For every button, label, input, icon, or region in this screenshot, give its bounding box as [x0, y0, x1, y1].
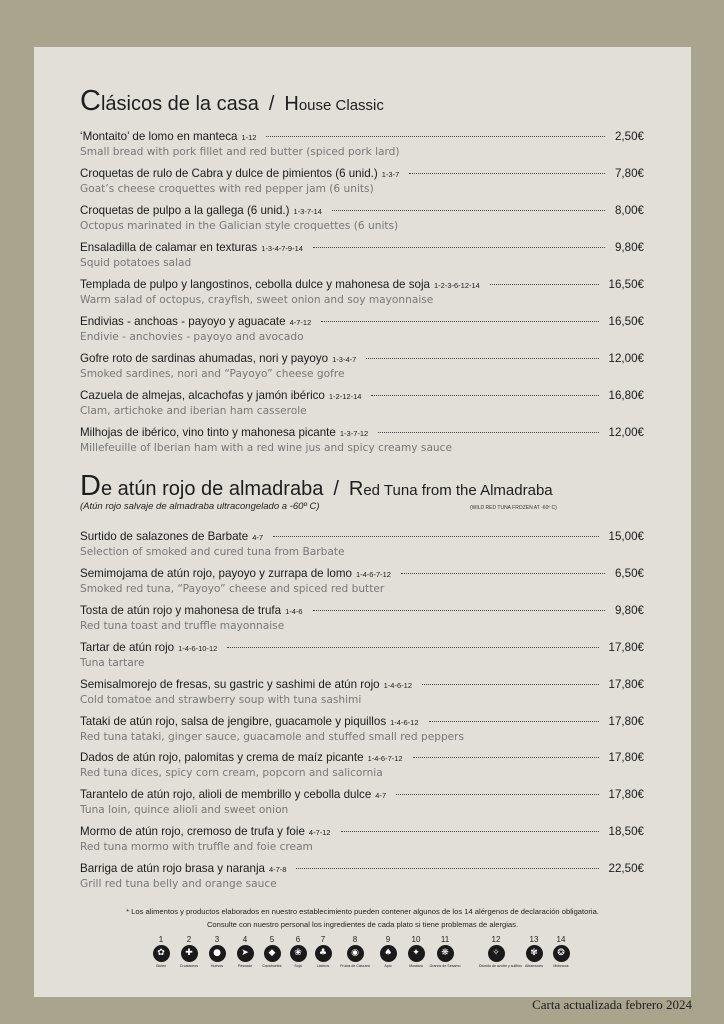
- dot-leader: [227, 646, 598, 648]
- menu-item: [80, 788, 644, 820]
- allergen-legend: [34, 935, 691, 975]
- fish-icon: ➤: [237, 945, 254, 962]
- allergen-number: 1: [158, 935, 164, 944]
- menu-item-line: [80, 278, 644, 294]
- dish-name: Milhojas de ibérico, vino tinto y mahonesa picante: [80, 426, 336, 439]
- dish-price: 17,80€: [608, 788, 644, 802]
- peanut-icon: ◆: [264, 945, 281, 962]
- dish-name: Endivias - anchoas - payoyo y aguacate: [80, 315, 286, 328]
- allergen-number: 7: [320, 935, 326, 944]
- dish-allergens: 4-7-12: [289, 318, 312, 327]
- menu-item: [80, 130, 644, 162]
- allergen-number: 6: [295, 935, 301, 944]
- dot-leader: [429, 720, 599, 722]
- allergen-label: Cacahuetes: [262, 964, 282, 968]
- mustard-icon: ✦: [408, 945, 425, 962]
- allergen-label: Mostaza: [409, 964, 423, 968]
- dish-description: Octopus marinated in the Galician style croquettes (6 units): [80, 220, 399, 232]
- menu-item: [80, 715, 644, 747]
- dot-leader: [313, 246, 605, 248]
- allergen-number: 12: [491, 935, 501, 944]
- dot-leader: [378, 431, 598, 433]
- allergen-number: 8: [352, 935, 358, 944]
- dish-name: Barriga de atún rojo brasa y naranja: [80, 862, 265, 876]
- dish-name: Semimojama de atún rojo, payoyo y zurrapa de lomo: [80, 566, 352, 580]
- dish-allergens: 1-4-6-7-12: [367, 754, 403, 764]
- dot-leader: [341, 830, 599, 832]
- dish-allergens: 4-7-8: [268, 865, 287, 875]
- dish-description: Endivie - anchovies - payoyo and avocado: [80, 331, 304, 343]
- menu-item: [80, 426, 644, 458]
- dish-allergens: 1-4-6-12: [390, 717, 419, 727]
- nut-icon: ◉: [347, 945, 364, 962]
- allergen-number: 5: [269, 935, 275, 944]
- menu-item-line: [80, 604, 644, 620]
- menu-item-line: [80, 862, 644, 878]
- allergen-label: Moluscos: [553, 964, 569, 968]
- dish-allergens: 1-3-4-7-9-14: [261, 244, 303, 253]
- dish-name: Tarantelo de atún rojo, alioli de membrillo y cebolla dulce: [80, 788, 372, 802]
- dot-leader: [366, 357, 598, 359]
- updated-date: Carta actualizada febrero 2024: [532, 997, 692, 1012]
- allergen-item: [479, 935, 522, 968]
- allergen-label: Huevos: [210, 964, 224, 968]
- dish-description: Grill red tuna belly and orange sauce: [80, 878, 277, 891]
- allergen-item: [428, 935, 462, 968]
- dish-description: Small bread with pork fillet and red butter (spiced pork lard): [80, 146, 400, 158]
- dish-price: 8,00€: [614, 204, 644, 217]
- menu-item-line: [80, 352, 644, 368]
- dish-description: Selection of smoked and cured tuna from Barbate: [80, 546, 345, 558]
- dish-price: 9,80€: [614, 241, 644, 254]
- dish-price: 6,50€: [614, 566, 644, 580]
- dish-allergens: 4-7: [375, 791, 387, 801]
- dish-name: Gofre roto de sardinas ahumadas, nori y payoyo: [80, 352, 329, 365]
- allergen-label: Soja: [294, 964, 302, 968]
- menu-item-line: [80, 678, 644, 694]
- menu-item: [80, 751, 644, 783]
- tuna-note: (Atún rojo salvaje de almadraba ultracongelado a -60º C): [80, 501, 320, 512]
- menu-item: [80, 641, 644, 673]
- dish-description: Red tuna tataki, ginger sauce, guacamole and stuffed small red peppers: [80, 730, 465, 743]
- tuna-note-en: (WILD RED TUNA FROZEN AT -60º C): [470, 505, 557, 511]
- dish-price: 15,00€: [608, 530, 644, 543]
- dish-allergens: 1-3-7: [381, 170, 400, 179]
- dot-leader: [371, 394, 598, 396]
- menu-item: [80, 604, 644, 636]
- menu-item: [80, 167, 644, 199]
- allergen-advice: Consulte con nuestro personal los ingredientes de cada plato si tiene problemas de alergias.: [206, 920, 519, 929]
- dish-price: 9,80€: [614, 603, 644, 617]
- dot-leader: [490, 283, 599, 285]
- dish-price: 7,80€: [614, 167, 644, 180]
- dish-description: Warm salad of octopus, crayfish, sweet onion and soy mayonnaise: [80, 294, 434, 306]
- crustacean-icon: ✚: [181, 945, 198, 962]
- dish-allergens: 1-4-6: [285, 606, 303, 616]
- menu-item: [80, 352, 644, 384]
- allergen-number: 10: [411, 935, 421, 944]
- dish-description: Tuna tartare: [80, 656, 145, 669]
- dish-price: 18,50€: [608, 825, 644, 839]
- dot-leader: [273, 535, 598, 537]
- dish-description: Red tuna toast and truffle mayonnaise: [80, 619, 285, 632]
- section-title-classics: Clásicos de la casa / House Classic: [80, 85, 384, 117]
- dish-description: Clam, artichoke and iberian ham casserole: [80, 405, 307, 417]
- menu-item-line: [80, 130, 644, 146]
- menu-item-line: [80, 751, 644, 767]
- dish-description: Smoked sardines, nori and “Payoyo” cheese gofre: [80, 368, 345, 380]
- section-title-tuna: De atún rojo de almadraba / Red Tuna from the Almadraba: [80, 470, 553, 502]
- dish-description: Red tuna mormo with truffle and foie cream: [80, 841, 313, 854]
- dish-name: Tataki de atún rojo, salsa de jengibre, guacamole y piquillos: [80, 714, 387, 728]
- dish-name: ‘Montaito’ de lomo en manteca: [80, 130, 238, 143]
- menu-item: [80, 278, 644, 310]
- menu-item: [80, 530, 644, 562]
- mollusc-icon: ❂: [553, 945, 570, 962]
- dish-name: Templada de pulpo y langostinos, cebolla dulce y mahonesa de soja: [80, 278, 430, 291]
- allergen-label: Dióxido de azufre y sulfitos: [479, 964, 522, 968]
- egg-icon: ●: [209, 945, 226, 962]
- dish-allergens: 1-4-6-7-12: [355, 569, 391, 579]
- menu-item: [80, 678, 644, 710]
- dish-price: 17,80€: [608, 751, 644, 765]
- dish-description: Millefeuille of Iberian ham with a red wine jus and spicy creamy sauce: [80, 442, 452, 454]
- menu-item-line: [80, 788, 644, 804]
- menu-item: [80, 241, 644, 273]
- dish-price: 22,50€: [608, 862, 644, 876]
- dish-allergens: 1-4-6-12: [383, 680, 412, 690]
- dish-description: Tuna loin, quince alioli and sweet onion: [80, 804, 289, 817]
- dish-price: 12,00€: [608, 352, 644, 365]
- dish-description: Cold tomatoe and strawberry soup with tuna sashimi: [80, 693, 362, 706]
- menu-item-line: [80, 641, 644, 657]
- dish-price: 16,50€: [608, 278, 644, 291]
- allergen-label: Altramuces: [525, 964, 543, 968]
- menu-item-line: [80, 241, 644, 257]
- allergen-item: [338, 935, 372, 968]
- dish-price: 17,80€: [608, 677, 644, 691]
- dish-name: Croquetas de rulo de Cabra y dulce de pimientos (6 unid.): [80, 167, 378, 180]
- menu-item-line: [80, 567, 644, 583]
- menu-item-line: [80, 530, 644, 546]
- dish-description: Goat’s cheese croquettes with red pepper jam (6 units): [80, 183, 374, 195]
- allergen-number: 11: [440, 935, 450, 944]
- menu-item-line: [80, 167, 644, 183]
- dish-name: Dados de atún rojo, palomitas y crema de maíz picante: [80, 751, 364, 765]
- allergen-label: Apio: [384, 964, 392, 968]
- dot-leader: [401, 572, 605, 574]
- menu-item-line: [80, 715, 644, 731]
- menu-item: [80, 862, 644, 894]
- dish-price: 16,80€: [608, 389, 644, 402]
- dish-description: Squid potatoes salad: [80, 257, 192, 269]
- menu-item: [80, 825, 644, 857]
- menu-item: [80, 567, 644, 599]
- sulphite-icon: ✧: [488, 945, 505, 962]
- allergen-label: Pescado: [238, 964, 252, 968]
- dish-price: 2,50€: [614, 130, 644, 143]
- dish-price: 12,00€: [608, 426, 644, 439]
- menu-item: [80, 389, 644, 421]
- allergen-disclaimer: * Los alimentos y productos elaborados en nuestro establecimiento pueden contener algunos de los 14 alérgenos de declaración obligatoria.: [126, 907, 599, 916]
- dish-allergens: 4-7-12: [308, 828, 331, 838]
- dish-description: Red tuna dices, spicy corn cream, popcorn and salicornia: [80, 767, 383, 780]
- dish-allergens: 1-3-7-12: [339, 429, 369, 438]
- dish-price: 17,80€: [608, 640, 644, 654]
- menu-item-line: [80, 204, 644, 220]
- dish-name: Semisalmorejo de fresas, su gastric y sashimi de atún rojo: [80, 677, 380, 691]
- lupin-icon: ✾: [526, 945, 543, 962]
- dish-allergens: 1-12: [241, 133, 257, 142]
- allergen-number: 2: [186, 935, 192, 944]
- dish-name: Surtido de salazones de Barbate: [80, 530, 249, 543]
- menu-item-line: [80, 426, 644, 442]
- menu-sheet: [34, 47, 691, 997]
- dish-allergens: 1-2-12-14: [328, 392, 362, 401]
- allergen-label: Crustáceos: [179, 964, 199, 968]
- dish-description: Smoked red tuna, “Payoyo” cheese and spiced red butter: [80, 582, 385, 595]
- dot-leader: [409, 172, 605, 174]
- allergen-label: Gluten: [155, 964, 167, 968]
- sesame-icon: ❋: [437, 945, 454, 962]
- dot-leader: [313, 609, 605, 611]
- soy-icon: ❀: [290, 945, 307, 962]
- dish-name: Tartar de atún rojo: [80, 640, 175, 654]
- allergen-item: [306, 935, 340, 968]
- dot-leader: [266, 135, 605, 137]
- dish-price: 16,50€: [608, 315, 644, 328]
- allergen-number: 4: [242, 935, 248, 944]
- allergen-number: 14: [556, 935, 566, 944]
- dish-name: Tosta de atún rojo y mahonesa de trufa: [80, 603, 282, 617]
- menu-item: [80, 204, 644, 236]
- allergen-number: 3: [214, 935, 220, 944]
- wheat-icon: ✿: [153, 945, 170, 962]
- dot-leader: [332, 209, 605, 211]
- dish-name: Cazuela de almejas, alcachofas y jamón ibérico: [80, 389, 325, 402]
- celery-icon: ♠: [380, 945, 397, 962]
- menu-item-line: [80, 389, 644, 405]
- menu-item-line: [80, 315, 644, 331]
- menu-item-line: [80, 825, 644, 841]
- allergen-label: Granos de Sésamo: [429, 964, 461, 968]
- dot-leader: [422, 683, 599, 685]
- allergen-number: 13: [529, 935, 539, 944]
- dot-leader: [413, 756, 599, 758]
- allergen-label: Frutos de Cáscara: [340, 964, 370, 968]
- dish-allergens: 1-3-7-14: [293, 207, 322, 216]
- menu-item: [80, 315, 644, 347]
- dish-price: 17,80€: [608, 714, 644, 728]
- allergen-label: Lácteos: [316, 964, 330, 968]
- dish-name: Croquetas de pulpo a la gallega (6 unid.): [80, 204, 290, 217]
- milk-icon: ♣: [315, 945, 332, 962]
- dish-allergens: 4-7: [252, 533, 264, 542]
- dish-name: Mormo de atún rojo, cremoso de trufa y foie: [80, 825, 305, 839]
- allergen-number: 9: [385, 935, 391, 944]
- dot-leader: [396, 793, 598, 795]
- dot-leader: [321, 320, 598, 322]
- dish-name: Ensaladilla de calamar en texturas: [80, 241, 258, 254]
- dot-leader: [296, 867, 598, 869]
- allergen-item: [544, 935, 578, 968]
- dish-allergens: 1-3-4-7: [332, 355, 357, 364]
- dish-allergens: 1-2-3-6-12-14: [433, 281, 480, 290]
- dish-allergens: 1-4-6-10-12: [178, 643, 218, 653]
